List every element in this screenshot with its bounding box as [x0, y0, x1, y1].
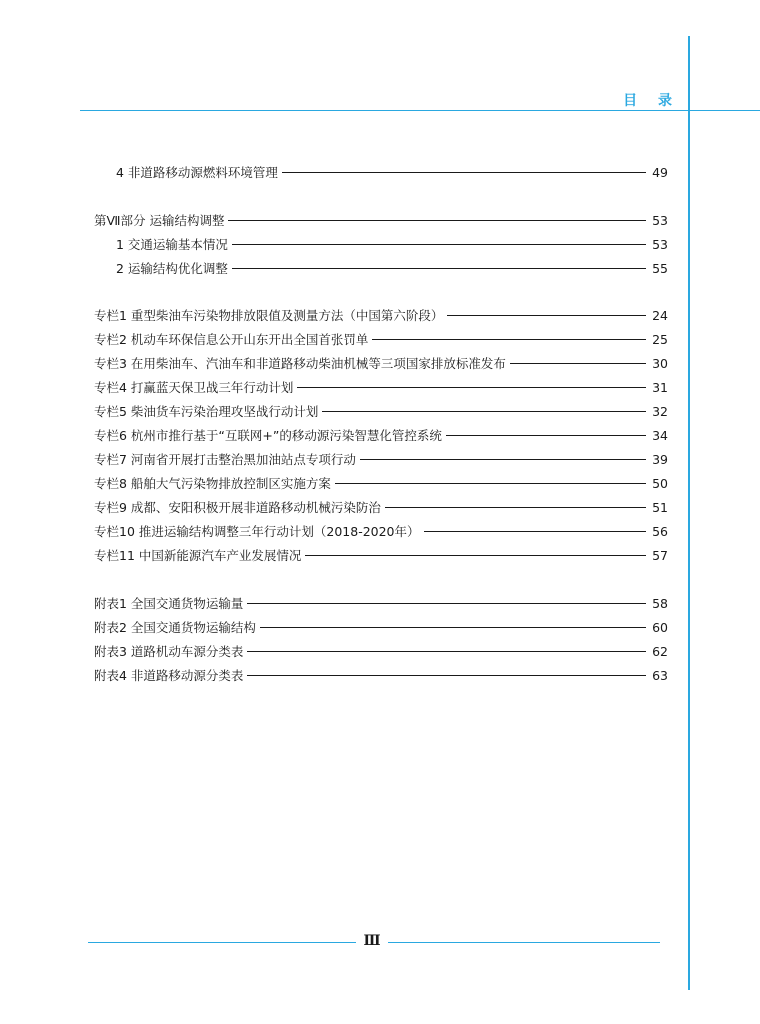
toc-entry-page: 56 — [652, 523, 668, 539]
toc-entry-page: 63 — [652, 667, 668, 683]
toc-leader-line — [446, 435, 646, 436]
header-rule — [80, 110, 760, 111]
toc-leader-line — [247, 603, 646, 604]
toc-entry-label: 专栏1 重型柴油车污染物排放限值及测量方法（中国第六阶段） — [94, 308, 444, 323]
toc-entry[interactable] — [116, 259, 668, 277]
toc-entry-page: 31 — [652, 379, 668, 395]
toc-entry-page: 32 — [652, 403, 668, 419]
footer-rule-right — [388, 942, 660, 943]
toc-entry-label: 1 交通运输基本情况 — [116, 237, 228, 252]
toc-column-entry[interactable] — [94, 402, 668, 420]
toc-entry-page: 53 — [652, 212, 668, 228]
footer-rule-left — [88, 942, 356, 943]
toc-entry-label: 专栏11 中国新能源汽车产业发展情况 — [94, 548, 302, 563]
toc-leader-line — [260, 627, 646, 628]
toc-entry[interactable] — [116, 235, 668, 253]
toc-entry-page: 58 — [652, 595, 668, 611]
toc-appendix-entry[interactable] — [94, 618, 668, 636]
toc-leader-line — [385, 507, 646, 508]
toc-column-entry[interactable] — [94, 522, 668, 540]
toc-entry-page: 60 — [652, 619, 668, 635]
toc-column-entry[interactable] — [94, 354, 668, 372]
toc-column-entry[interactable] — [94, 426, 668, 444]
toc-entry-page: 51 — [652, 499, 668, 515]
toc-column-entry[interactable] — [94, 546, 668, 564]
toc-entry-label: 专栏7 河南省开展打击整治黑加油站点专项行动 — [94, 452, 356, 467]
toc-entry-label: 4 非道路移动源燃料环境管理 — [116, 165, 278, 180]
toc-entry-label: 专栏10 推进运输结构调整三年行动计划（2018-2020年） — [94, 524, 420, 539]
toc-entry-page: 30 — [652, 355, 668, 371]
toc-column-entry[interactable] — [94, 474, 668, 492]
toc-leader-line — [232, 244, 646, 245]
toc-part-heading[interactable] — [94, 211, 668, 229]
toc-entry-label: 附表1 全国交通货物运输量 — [94, 596, 244, 611]
toc-entry[interactable] — [116, 163, 668, 181]
page-number: Ⅲ — [363, 933, 381, 949]
toc-leader-line — [447, 315, 646, 316]
toc-entry-label: 附表2 全国交通货物运输结构 — [94, 620, 256, 635]
toc-leader-line — [322, 411, 646, 412]
toc-column-entry[interactable] — [94, 378, 668, 396]
toc-leader-line — [335, 483, 646, 484]
toc-entry-label: 专栏4 打赢蓝天保卫战三年行动计划 — [94, 380, 294, 395]
toc-leader-line — [424, 531, 646, 532]
right-vertical-rule — [688, 36, 690, 990]
toc-entry-label: 附表3 道路机动车源分类表 — [94, 644, 244, 659]
toc-column-entry[interactable] — [94, 306, 668, 324]
toc-entry-label: 专栏3 在用柴油车、汽油车和非道路移动柴油机械等三项国家排放标准发布 — [94, 356, 506, 371]
toc-appendix-entry[interactable] — [94, 594, 668, 612]
toc-leader-line — [510, 363, 646, 364]
toc-entry-page: 55 — [652, 260, 668, 276]
toc-entry-label: 2 运输结构优化调整 — [116, 261, 228, 276]
toc-entry-label: 第Ⅶ部分 运输结构调整 — [94, 213, 225, 228]
toc-appendix-entry[interactable] — [94, 642, 668, 660]
toc-column-entry[interactable] — [94, 330, 668, 348]
toc-entry-label: 附表4 非道路移动源分类表 — [94, 668, 244, 683]
toc-leader-line — [282, 172, 646, 173]
toc-entry-label: 专栏8 船舶大气污染物排放控制区实施方案 — [94, 476, 331, 491]
toc-leader-line — [305, 555, 646, 556]
toc-leader-line — [232, 268, 646, 269]
toc-entry-page: 53 — [652, 236, 668, 252]
toc-entry-label: 专栏5 柴油货车污染治理攻坚战行动计划 — [94, 404, 319, 419]
toc-leader-line — [297, 387, 646, 388]
toc-entry-page: 25 — [652, 331, 668, 347]
toc-entry-label: 专栏2 机动车环保信息公开山东开出全国首张罚单 — [94, 332, 369, 347]
toc-leader-line — [372, 339, 646, 340]
toc-entry-page: 24 — [652, 307, 668, 323]
toc-appendix-entry[interactable] — [94, 666, 668, 684]
toc-entry-page: 62 — [652, 643, 668, 659]
toc-entry-page: 49 — [652, 164, 668, 180]
toc-leader-line — [360, 459, 646, 460]
toc-leader-line — [247, 675, 646, 676]
toc-leader-line — [247, 651, 646, 652]
page-title: 目 录 — [623, 93, 680, 109]
toc-leader-line — [228, 220, 646, 221]
toc-column-entry[interactable] — [94, 498, 668, 516]
toc-entry-label: 专栏9 成都、安阳积极开展非道路移动机械污染防治 — [94, 500, 381, 515]
toc-entry-page: 57 — [652, 547, 668, 563]
toc-entry-page: 50 — [652, 475, 668, 491]
toc-entry-page: 39 — [652, 451, 668, 467]
toc-entry-label: 专栏6 杭州市推行基于“互联网+”的移动源污染智慧化管控系统 — [94, 428, 442, 443]
toc-column-entry[interactable] — [94, 450, 668, 468]
toc-entry-page: 34 — [652, 427, 668, 443]
